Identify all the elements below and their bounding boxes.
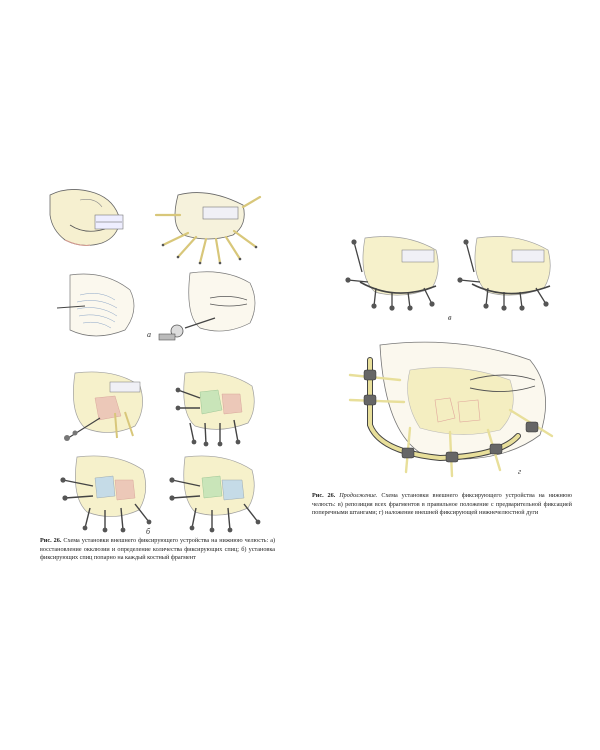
right-caption-continued: Продолжение.: [339, 492, 378, 499]
left-caption-text: Схема установки внешнего фиксирующего устройства на нижнюю челюсть: а) восстановление окклюзии и определение количества фиксирующих спиц; б) установка фиксирующих спиц попарно на каждый костный фрагмент: [40, 537, 276, 562]
right-caption-label: Рис. 26.: [312, 492, 336, 499]
figure-panel-skull-occlusion: [40, 185, 140, 255]
figure-panel-cheek: [55, 270, 145, 342]
pin-layout-illustration: [148, 185, 263, 265]
first-pins-illustration: [55, 368, 153, 448]
figure-panel-fragments-right: [160, 452, 265, 532]
figure-panel-reposition-right: [452, 232, 562, 310]
panel-letter-g: г: [518, 467, 522, 476]
skull-illustration: [40, 185, 140, 255]
left-caption: [40, 537, 275, 563]
right-caption-text: Схема установки внешнего фиксирующего устройства на нижнюю челюсть: в) репозиция всех фрагментов в правильное положение с предварительной фиксацией поперечными штангами; г) наложение внешней фиксирующей нижнечелюстной дуги: [312, 492, 573, 517]
paired-pins-illustration: [160, 368, 265, 446]
reposition-right-illustration: [452, 232, 562, 310]
right-page: [300, 0, 600, 750]
panel-letter-b: б: [146, 527, 151, 536]
panel-letter-v: в: [448, 313, 452, 322]
right-caption: [312, 492, 572, 518]
fragments-right-illustration: [160, 452, 265, 532]
figure-panel-drill: [147, 268, 265, 346]
drill-illustration: [155, 268, 265, 346]
figure-panel-external-arch: [340, 340, 565, 480]
external-arch-illustration: [340, 340, 565, 480]
fragments-left-illustration: [55, 452, 155, 532]
figure-panel-fragments-left: [55, 452, 155, 532]
figure-panel-reposition-left: [340, 232, 450, 310]
figure-panel-paired-pins: [160, 368, 265, 446]
reposition-left-illustration: [340, 232, 450, 310]
cheek-illustration: [55, 270, 145, 342]
left-caption-label: Рис. 26.: [40, 537, 62, 544]
figure-panel-pin-layout: [148, 185, 263, 265]
panel-letter-a: а: [147, 330, 151, 339]
figure-panel-first-pins: [55, 368, 153, 448]
